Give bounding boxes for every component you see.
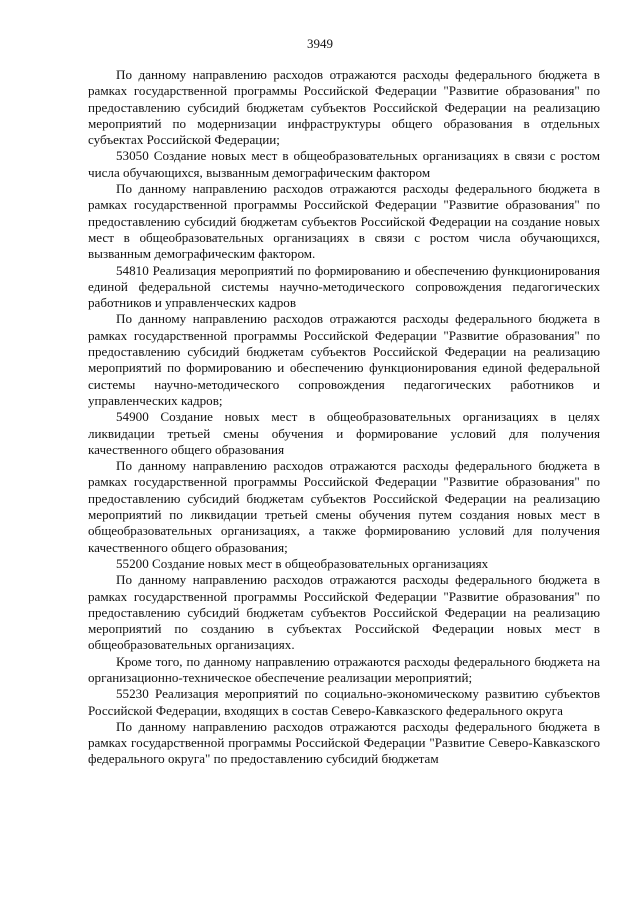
paragraph-4-heading-54810: 54810 Реализация мероприятий по формированию и обеспечению функционирования единой федеральной системы научно-методического сопровождения педагогических работников и управленческих кадров — [88, 262, 600, 311]
paragraph-7: По данному направлению расходов отражаются расходы федерального бюджета в рамках государственной программы Российской Федерации "Развитие образования" по предоставлению субсидий бюджетам субъектов Российской Федерации на реализацию мероприятий по ликвидации третьей смены обучения путем создания новых мест в общеобразовательных организациях, а также формированию условий для получения качественного общего образования; — [88, 458, 600, 555]
paragraph-9: По данному направлению расходов отражаются расходы федерального бюджета в рамках государственной программы Российской Федерации "Развитие образования" по предоставлению субсидий бюджетам субъектов Российской Федерации на реализацию мероприятий по созданию в субъектах Российской Федерации новых мест в общеобразовательных организациях. — [88, 572, 600, 653]
paragraph-12: По данному направлению расходов отражаются расходы федерального бюджета в рамках государственной программы Российской Федерации "Развитие Северо-Кавказского федерального округа" по предоставлению субсидий бюджетам — [88, 718, 600, 767]
paragraph-10: Кроме того, по данному направлению отражаются расходы федерального бюджета на организационно-техническое обеспечение реализации мероприятий; — [88, 653, 600, 685]
paragraph-11-heading-55230: 55230 Реализация мероприятий по социально-экономическому развитию субъектов Российской Федерации, входящих в состав Северо-Кавказского федерального округа — [88, 686, 600, 718]
paragraph-5: По данному направлению расходов отражаются расходы федерального бюджета в рамках государственной программы Российской Федерации "Развитие образования" по предоставлению субсидий бюджетам субъектов Российской Федерации на реализацию мероприятий по формированию и обеспечению функционирования единой федеральной системы научно-методического сопровождения педагогических работников и управленческих кадров; — [88, 311, 600, 408]
paragraph-3: По данному направлению расходов отражаются расходы федерального бюджета в рамках государственной программы Российской Федерации "Развитие образования" по предоставлению субсидий бюджетам субъектов Российской Федерации на создание новых мест в общеобразовательных организациях в связи с ростом числа обучающихся, вызванным демографическим фактором. — [88, 181, 600, 262]
paragraph-2-heading-53050: 53050 Создание новых мест в общеобразовательных организациях в связи с ростом числа обучающихся, вызванным демографическим фактором — [88, 148, 600, 180]
paragraph-8-heading-55200: 55200 Создание новых мест в общеобразовательных организациях — [116, 555, 489, 571]
paragraph-1: По данному направлению расходов отражаются расходы федерального бюджета в рамках государственной программы Российской Федерации "Развитие образования" по предоставлению субсидий бюджетам субъектов Российской Федерации на реализацию мероприятий по модернизации инфраструктуры общего образования в отдельных субъектах Российской Федерации; — [88, 67, 600, 148]
paragraph-6-heading-54900: 54900 Создание новых мест в общеобразовательных организациях в целях ликвидации третьей смены обучения и формирование условий для получения качественного общего образования — [88, 409, 600, 457]
page-number: 3949 — [307, 36, 333, 51]
document-body — [88, 67, 600, 768]
